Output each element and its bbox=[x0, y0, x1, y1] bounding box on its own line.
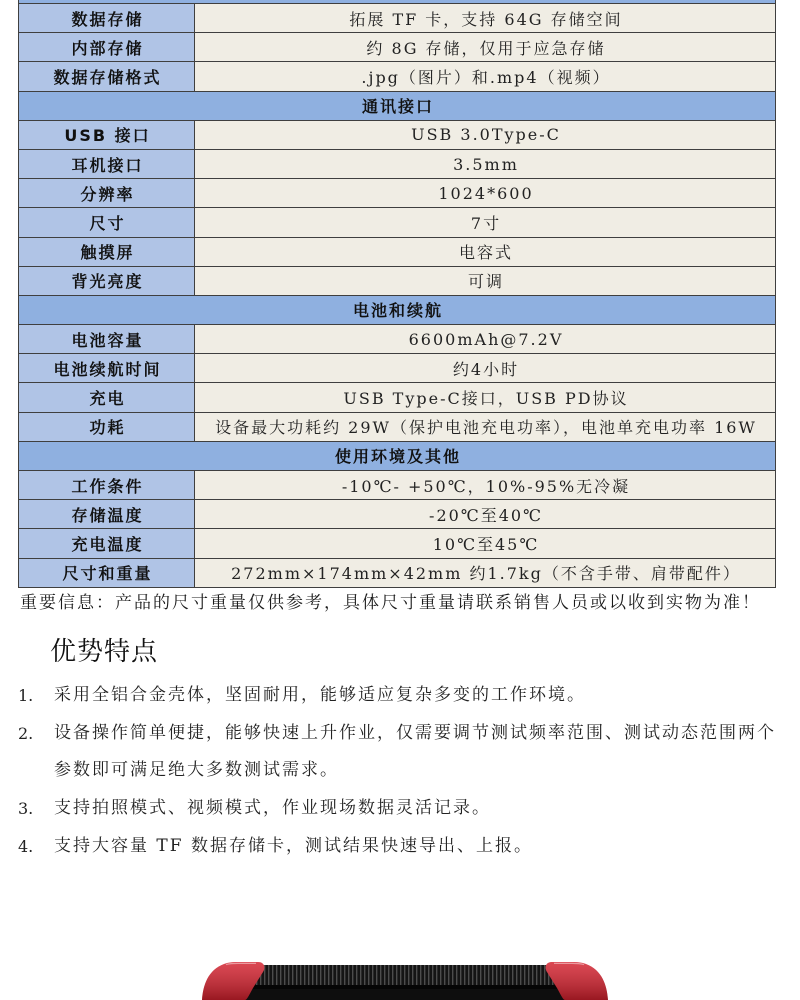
spec-label: 存储温度 bbox=[19, 500, 195, 528]
spec-value: 设备最大功耗约 29W（保护电池充电功率），电池单充电功率 16W bbox=[195, 413, 775, 441]
list-item-text: 支持拍照模式、视频模式，作业现场数据灵活记录。 bbox=[54, 798, 491, 818]
spec-label: 耳机接口 bbox=[19, 150, 195, 178]
spec-value: 10℃至45℃ bbox=[195, 529, 775, 557]
spec-value: 约 8G 存储，仅用于应急存储 bbox=[195, 33, 775, 61]
spec-label: 电池续航时间 bbox=[19, 354, 195, 382]
device-heat-sink-fins bbox=[250, 965, 560, 985]
spec-label: 工作条件 bbox=[19, 471, 195, 499]
spec-label: 背光亮度 bbox=[19, 267, 195, 295]
section-header-row bbox=[19, 442, 775, 471]
spec-value: -10℃- +50℃，10%-95%无冷凝 bbox=[195, 471, 775, 499]
spec-value: 可调 bbox=[195, 267, 775, 295]
spec-label: 分辨率 bbox=[19, 179, 195, 207]
spec-value: 3.5mm bbox=[195, 150, 775, 178]
spec-value: USB Type-C接口，USB PD协议 bbox=[195, 383, 775, 411]
spec-row bbox=[19, 62, 775, 91]
list-item-text: 支持大容量 TF 数据存储卡，测试结果快速导出、上报。 bbox=[54, 836, 533, 856]
spec-label: 电池容量 bbox=[19, 325, 195, 353]
spec-row bbox=[19, 33, 775, 62]
spec-value: 约4小时 bbox=[195, 354, 775, 382]
disclaimer-note: 重要信息：产品的尺寸重量仅供参考，具体尺寸重量请联系销售人员或以收到实物为准！ bbox=[20, 593, 761, 613]
spec-value: 1024*600 bbox=[195, 179, 775, 207]
spec-row bbox=[19, 325, 775, 354]
spec-value: 拓展 TF 卡，支持 64G 存储空间 bbox=[195, 4, 775, 32]
list-item bbox=[18, 790, 790, 827]
section-header-row bbox=[19, 92, 775, 121]
list-item-number: 3. bbox=[18, 799, 34, 818]
spec-label: 尺寸和重量 bbox=[19, 559, 195, 587]
spec-value: 电容式 bbox=[195, 238, 775, 266]
device-product-photo bbox=[0, 950, 800, 1000]
list-item bbox=[18, 677, 790, 714]
list-item-text: 采用全铝合金壳体，坚固耐用，能够适应复杂多变的工作环境。 bbox=[54, 685, 586, 705]
spec-value: .jpg（图片）和.mp4（视频） bbox=[195, 62, 775, 90]
spec-value: 272mm×174mm×42mm 约1.7kg（不含手带、肩带配件） bbox=[195, 559, 775, 587]
spec-label: 充电温度 bbox=[19, 529, 195, 557]
spec-label: 内部存储 bbox=[19, 33, 195, 61]
list-item bbox=[18, 715, 790, 789]
spec-row bbox=[19, 179, 775, 208]
spec-row bbox=[19, 383, 775, 412]
spec-row bbox=[19, 471, 775, 500]
section-title: 使用环境及其他 bbox=[334, 447, 461, 467]
spec-row bbox=[19, 267, 775, 296]
spec-row bbox=[19, 121, 775, 150]
spec-label: 数据存储 bbox=[19, 4, 195, 32]
spec-value: -20℃至40℃ bbox=[195, 500, 775, 528]
list-item bbox=[18, 828, 790, 865]
spec-label: 数据存储格式 bbox=[19, 62, 195, 90]
spec-value: 6600mAh@7.2V bbox=[195, 325, 775, 353]
section-title: 通讯接口 bbox=[361, 97, 434, 117]
spec-label: USB 接口 bbox=[19, 121, 195, 149]
spec-row bbox=[19, 238, 775, 267]
list-item-number: 2. bbox=[18, 724, 34, 743]
features-heading: 优势特点 bbox=[50, 637, 159, 667]
spec-row bbox=[19, 559, 775, 588]
spec-row bbox=[19, 208, 775, 237]
spec-value: USB 3.0Type-C bbox=[195, 121, 775, 149]
spec-label: 触摸屏 bbox=[19, 238, 195, 266]
list-item-number: 1. bbox=[18, 686, 34, 705]
features-list bbox=[18, 677, 790, 866]
spec-label: 功耗 bbox=[19, 413, 195, 441]
spec-value: 7寸 bbox=[195, 208, 775, 236]
spec-row bbox=[19, 4, 775, 33]
spec-row bbox=[19, 413, 775, 442]
spec-table bbox=[18, 0, 776, 588]
spec-row bbox=[19, 529, 775, 558]
spec-label: 充电 bbox=[19, 383, 195, 411]
section-title: 电池和续航 bbox=[352, 301, 443, 321]
device-fin-shadow bbox=[250, 985, 560, 989]
spec-row bbox=[19, 354, 775, 383]
list-item-number: 4. bbox=[18, 837, 34, 856]
spec-label: 尺寸 bbox=[19, 208, 195, 236]
section-header-row bbox=[19, 296, 775, 325]
spec-row bbox=[19, 150, 775, 179]
list-item-text: 设备操作简单便捷，能够快速上升作业，仅需要调节测试频率范围、测试动态范围两个参数即可满足绝大多数测试需求。 bbox=[54, 723, 776, 780]
spec-row bbox=[19, 500, 775, 529]
